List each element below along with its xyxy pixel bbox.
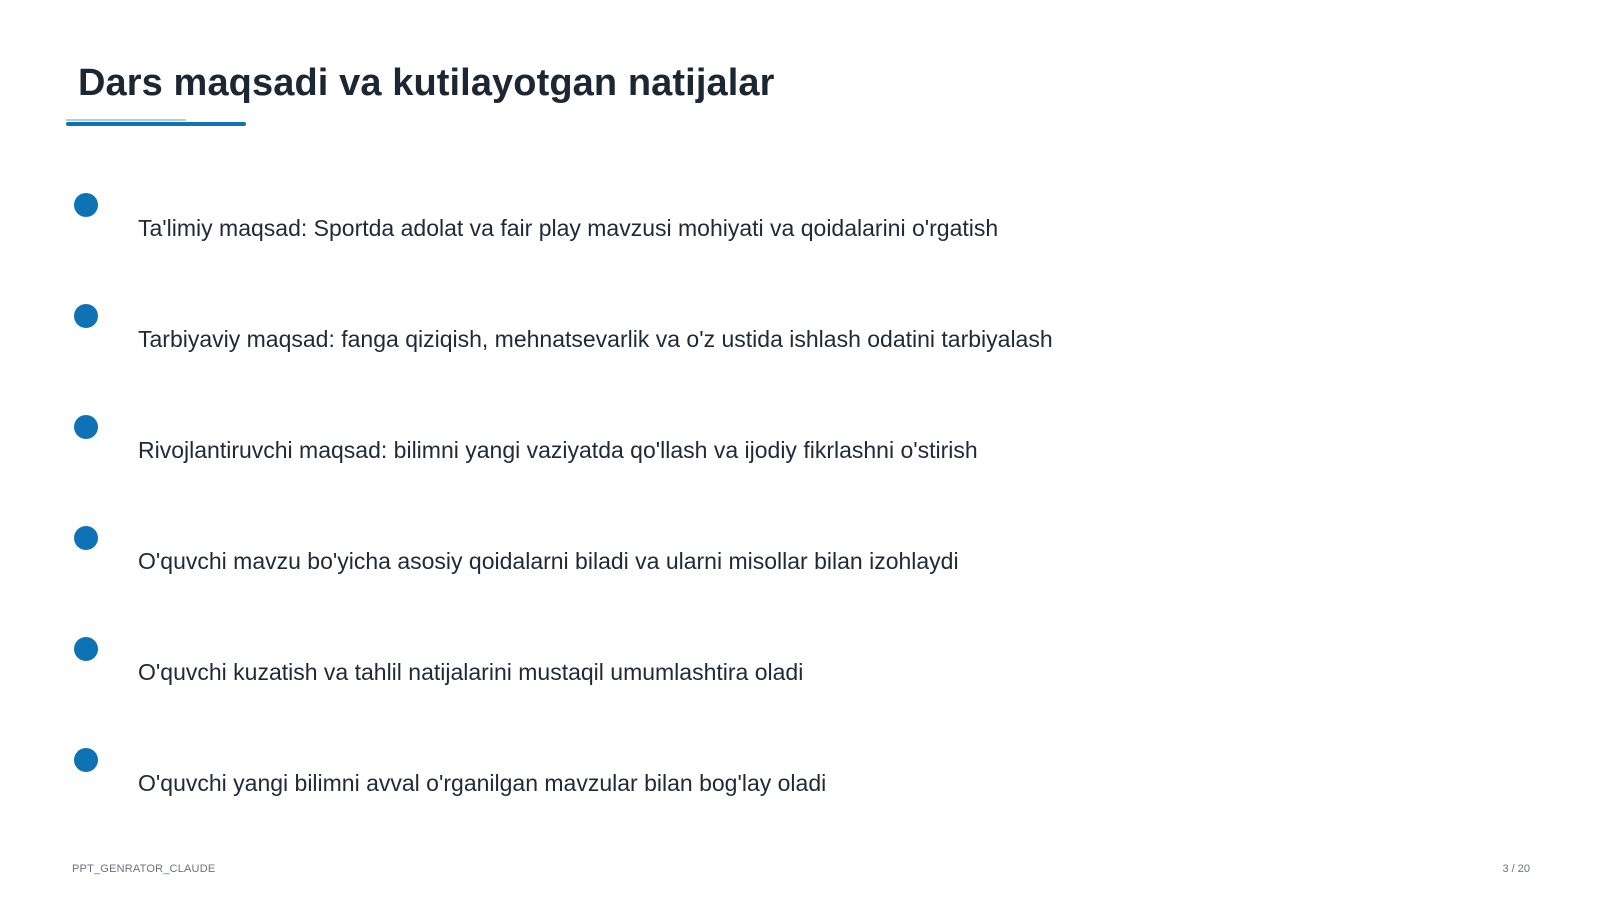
bullet-item [74, 304, 1374, 364]
bullet-item [74, 526, 1374, 586]
bullet-dot-icon [74, 748, 98, 772]
page-number: 3 / 20 [1502, 863, 1530, 875]
bullet-dot-icon [74, 304, 98, 328]
bullet-text: O'quvchi kuzatish va tahlil natijalarini mustaqil umumlashtira oladi [138, 659, 804, 685]
bullet-item [74, 193, 1374, 253]
bullet-text: O'quvchi yangi bilimni avval o'rganilgan mavzular bilan bog'lay oladi [138, 770, 827, 796]
bullet-dot-icon [74, 415, 98, 439]
bullet-dot-icon [74, 526, 98, 550]
bullet-text: Tarbiyaviy maqsad: fanga qiziqish, mehnatsevarlik va o'z ustida ishlash odatini tarbiyalash [138, 326, 1053, 352]
footer-label: PPT_GENRATOR_CLAUDE [72, 863, 216, 875]
bullet-text: O'quvchi mavzu bo'yicha asosiy qoidalarni biladi va ularni misollar bilan izohlaydi [138, 548, 959, 574]
bullet-dot-icon [74, 637, 98, 661]
bullet-item [74, 748, 1374, 808]
bullet-item [74, 415, 1374, 475]
bullet-text: Ta'limiy maqsad: Sportda adolat va fair play mavzusi mohiyati va qoidalarini o'rgatish [138, 215, 999, 241]
bullet-item [74, 637, 1374, 697]
bullet-dot-icon [74, 193, 98, 217]
bullet-text: Rivojlantiruvchi maqsad: bilimni yangi vaziyatda qo'llash va ijodiy fikrlashni o'stirish [138, 437, 978, 463]
slide-title: Dars maqsadi va kutilayotgan natijalar [78, 62, 775, 104]
